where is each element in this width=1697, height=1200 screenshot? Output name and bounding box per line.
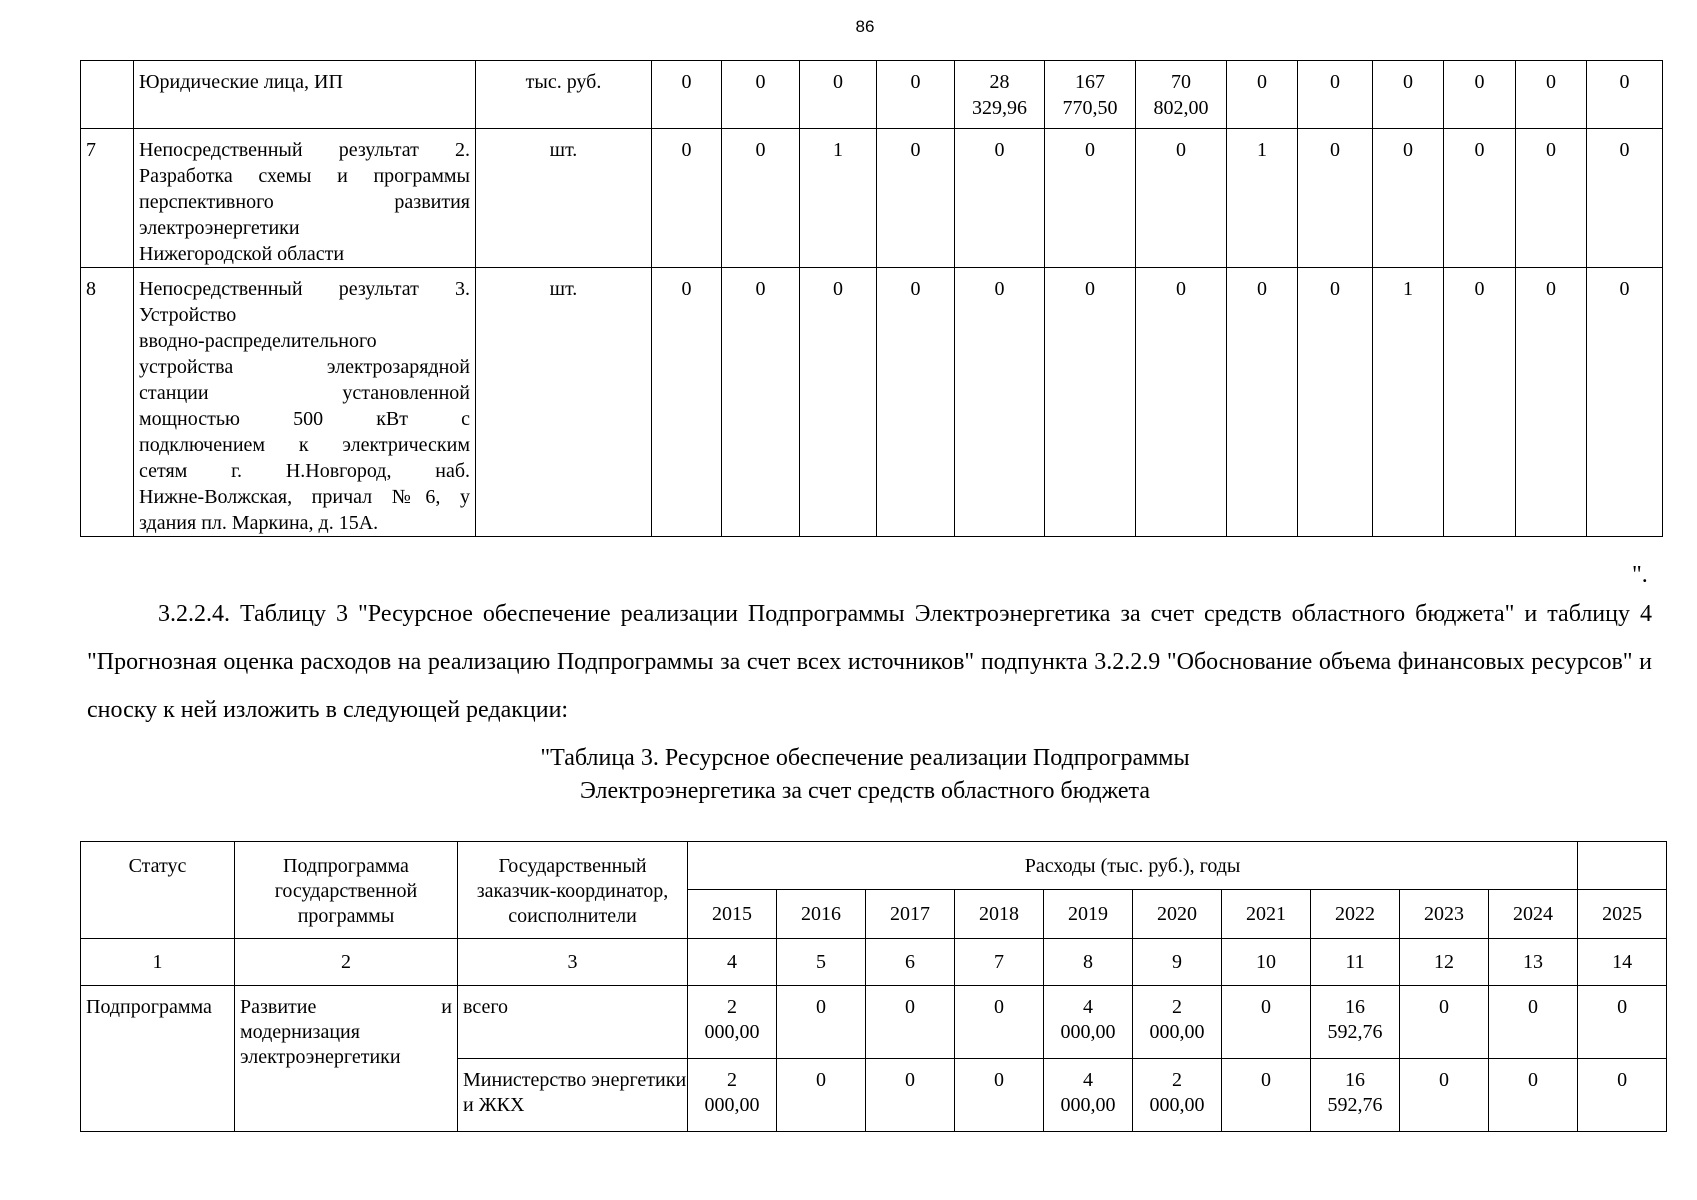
header-year: 2018 — [955, 890, 1044, 939]
column-number: 9 — [1133, 939, 1222, 986]
row-value: 0 — [1587, 61, 1663, 129]
subprogram-cell — [235, 986, 458, 1132]
row-value: 0 — [652, 268, 722, 537]
column-number: 12 — [1400, 939, 1489, 986]
header-customer: Государственный заказчик-координатор, соисполнители — [458, 842, 688, 939]
expense-value: 0 — [866, 1059, 955, 1132]
row-value: 0 — [955, 129, 1045, 268]
row-value: 0 — [1373, 129, 1444, 268]
status-cell: Подпрограмма — [81, 986, 235, 1132]
header-expenses: Расходы (тыс. руб.), годы — [688, 842, 1578, 890]
expense-value: 0 — [1222, 986, 1311, 1059]
row-name-line: станции установленной — [139, 382, 470, 404]
header-year: 2024 — [1489, 890, 1578, 939]
closing-quote-mark: ". — [1632, 562, 1648, 588]
customer-cell: всего — [458, 986, 688, 1059]
header-year: 2021 — [1222, 890, 1311, 939]
column-number: 10 — [1222, 939, 1311, 986]
row-value: 0 — [877, 61, 955, 129]
table-3-title — [0, 742, 1697, 808]
row-value: 0 — [800, 268, 877, 537]
row-name — [134, 268, 476, 537]
customer-cell: Министерство энергетики и ЖКХ — [458, 1059, 688, 1132]
row-value: 0 — [1587, 129, 1663, 268]
row-name-line: подключением к электрическим — [139, 434, 470, 456]
column-number: 4 — [688, 939, 777, 986]
header-year: 2016 — [777, 890, 866, 939]
column-number: 2 — [235, 939, 458, 986]
row-name-line: электроэнергетики — [139, 217, 300, 239]
row-value: 0 — [722, 61, 800, 129]
row-value: 0 — [1227, 268, 1298, 537]
expense-value: 2 000,00 — [688, 986, 777, 1059]
expense-value: 2 000,00 — [1133, 986, 1222, 1059]
table-3-title-line2: Электроэнергетика за счет средств областного бюджета — [580, 778, 1150, 804]
row-value: 70 802,00 — [1136, 61, 1227, 129]
row-name-line: перспективного развития — [139, 191, 470, 213]
row-name-line: здания пл. Маркина, д. 15А. — [139, 512, 379, 534]
row-value: 0 — [877, 268, 955, 537]
header-subprogram: Подпрограмма государственной программы — [235, 842, 458, 939]
row-value: 0 — [1373, 61, 1444, 129]
row-value: 0 — [877, 129, 955, 268]
row-value: 0 — [1516, 61, 1587, 129]
column-number: 11 — [1311, 939, 1400, 986]
expense-value: 4 000,00 — [1044, 1059, 1133, 1132]
row-value: 0 — [1045, 129, 1136, 268]
row-name-line: мощностью 500 кВт с — [139, 408, 470, 430]
row-value: 0 — [652, 129, 722, 268]
expense-value: 0 — [955, 986, 1044, 1059]
expense-value: 4 000,00 — [1044, 986, 1133, 1059]
column-number: 7 — [955, 939, 1044, 986]
column-number: 5 — [777, 939, 866, 986]
subprogram-line: Развитие и — [240, 996, 452, 1018]
expense-value: 0 — [955, 1059, 1044, 1132]
row-name — [134, 61, 476, 129]
header-year: 2019 — [1044, 890, 1133, 939]
table-row — [81, 986, 1667, 1059]
row-value: 28 329,96 — [955, 61, 1045, 129]
row-value: 0 — [722, 129, 800, 268]
row-unit: тыс. руб. — [476, 61, 652, 129]
row-value: 0 — [1516, 268, 1587, 537]
row-value: 1 — [1373, 268, 1444, 537]
expense-value: 0 — [1400, 986, 1489, 1059]
column-number-row — [81, 939, 1667, 986]
header-year: 2023 — [1400, 890, 1489, 939]
header-year: 2017 — [866, 890, 955, 939]
table-row — [81, 61, 1663, 129]
row-value: 167 770,50 — [1045, 61, 1136, 129]
amendment-paragraph — [87, 590, 1652, 734]
row-name-line: Устройство — [139, 304, 237, 326]
header-status: Статус — [81, 842, 235, 939]
expense-value: 16 592,76 — [1311, 986, 1400, 1059]
column-number: 8 — [1044, 939, 1133, 986]
expense-value: 0 — [1489, 1059, 1578, 1132]
row-value: 0 — [1516, 129, 1587, 268]
row-name-line: Нижегородской области — [139, 243, 345, 265]
expense-value: 0 — [1578, 1059, 1667, 1132]
table-row — [81, 129, 1663, 268]
column-number: 3 — [458, 939, 688, 986]
header-year: 2022 — [1311, 890, 1400, 939]
row-value: 1 — [800, 129, 877, 268]
expense-value: 0 — [866, 986, 955, 1059]
row-value: 0 — [722, 268, 800, 537]
row-value: 0 — [1587, 268, 1663, 537]
subprogram-line: электроэнергетики — [240, 1046, 401, 1068]
table-3-title-line1: "Таблица 3. Ресурсное обеспечение реализации Подпрограммы — [540, 745, 1190, 771]
row-value: 0 — [1227, 61, 1298, 129]
header-year: 2025 — [1578, 890, 1667, 939]
amendment-paragraph-text: 3.2.2.4. Таблицу 3 "Ресурсное обеспечение реализации Подпрограммы Электроэнергетика за счет средств областного бюджета" и таблицу 4 "Прогнозная оценка расходов на реализацию Подпрограммы за счет всех источников" подпункта 3.2.2.9 "Обоснование объема финансовых ресурсов" и сноску к ней изложить в следующей редакции: — [87, 601, 1652, 723]
row-value: 0 — [1298, 61, 1373, 129]
resource-table — [80, 841, 1667, 1132]
row-name — [134, 129, 476, 268]
row-value: 0 — [955, 268, 1045, 537]
row-index: 7 — [81, 129, 134, 268]
expense-value: 0 — [1489, 986, 1578, 1059]
page-number: 86 — [855, 17, 875, 36]
row-value: 0 — [1136, 268, 1227, 537]
row-name-line: вводно-распределительного — [139, 330, 377, 352]
row-unit: шт. — [476, 129, 652, 268]
header-year: 2015 — [688, 890, 777, 939]
row-name-line: Разработка схемы и программы — [139, 165, 470, 187]
expense-value: 0 — [777, 986, 866, 1059]
expense-value: 0 — [1578, 986, 1667, 1059]
header-expenses-extra — [1578, 842, 1667, 890]
row-name-line: сетям г. Н.Новгород, наб. — [139, 460, 470, 482]
row-name-line: Юридические лица, ИП — [139, 71, 343, 93]
header-year: 2020 — [1133, 890, 1222, 939]
table-row — [81, 268, 1663, 537]
expense-value: 0 — [777, 1059, 866, 1132]
row-name-line: устройства электрозарядной — [139, 356, 470, 378]
column-number: 1 — [81, 939, 235, 986]
row-name-line: Нижне-Волжская, причал №6, у — [139, 486, 470, 508]
row-value: 0 — [1444, 61, 1516, 129]
row-unit: шт. — [476, 268, 652, 537]
column-number: 14 — [1578, 939, 1667, 986]
expense-value: 16 592,76 — [1311, 1059, 1400, 1132]
expense-value: 2 000,00 — [688, 1059, 777, 1132]
row-index — [81, 61, 134, 129]
column-number: 13 — [1489, 939, 1578, 986]
row-value: 0 — [1444, 268, 1516, 537]
row-name-line: Непосредственный результат 3. — [139, 278, 470, 300]
row-value: 0 — [652, 61, 722, 129]
expense-value: 0 — [1222, 1059, 1311, 1132]
row-name-line: Непосредственный результат 2. — [139, 139, 470, 161]
row-value: 0 — [1045, 268, 1136, 537]
row-value: 0 — [1298, 268, 1373, 537]
row-value: 0 — [1136, 129, 1227, 268]
expense-value: 2 000,00 — [1133, 1059, 1222, 1132]
row-index: 8 — [81, 268, 134, 537]
column-number: 6 — [866, 939, 955, 986]
subprogram-line: модернизация — [240, 1021, 360, 1043]
row-value: 0 — [1444, 129, 1516, 268]
row-value: 1 — [1227, 129, 1298, 268]
indicators-table — [80, 60, 1663, 537]
row-value: 0 — [800, 61, 877, 129]
row-value: 0 — [1298, 129, 1373, 268]
expense-value: 0 — [1400, 1059, 1489, 1132]
